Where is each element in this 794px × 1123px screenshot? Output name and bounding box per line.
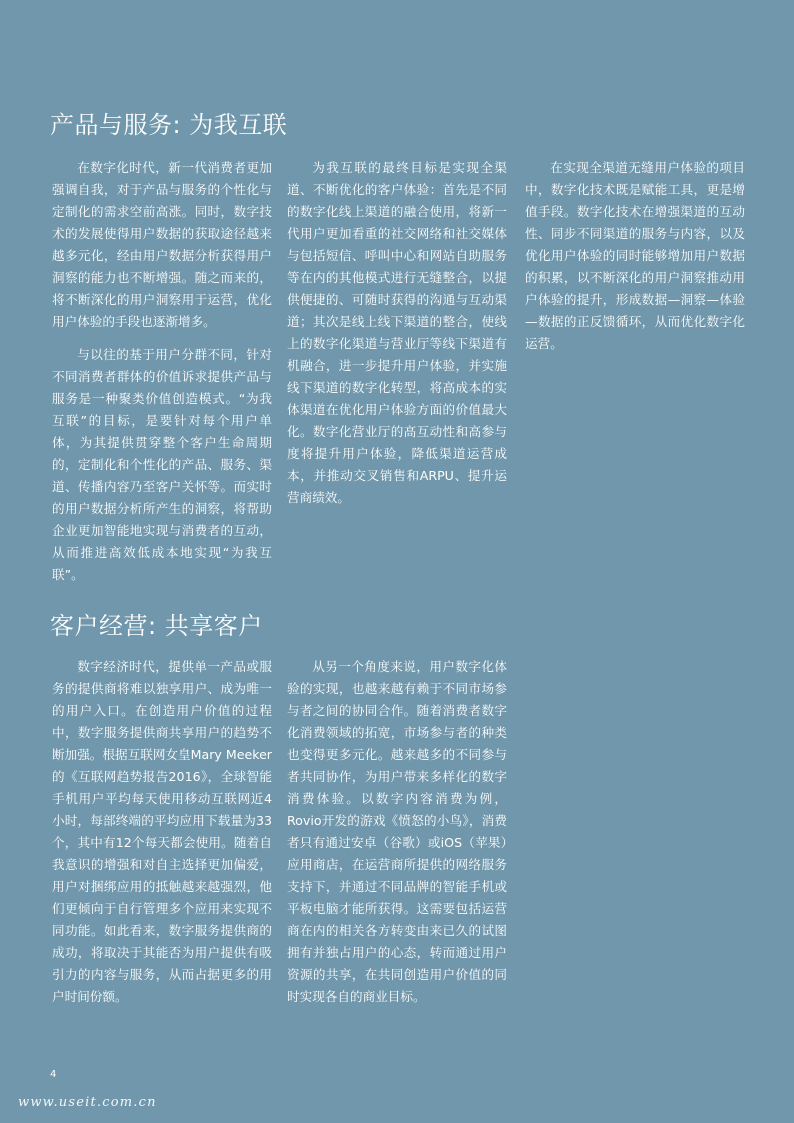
paragraph: 在实现全渠道无缝用户体验的项目中，数字化技术既是赋能工具，更是增值手段。数字化技术在增强渠道的互动性、同步不同渠道的服务与内容，以及优化用户体验的同时能够增加用户数据的积累，以不断深化的用户洞察推动用户体验的提升，形成数据—洞察—体验—数据的正反馈循环，从而优化数字化运营。 xyxy=(525,160,745,351)
paragraph: 从另一个角度来说，用户数字化体验的实现，也越来越有赖于不同市场参与者之间的协同合作。随着消费者数字化消费领域的拓宽，市场参与者的种类也变得更多元化。越来越多的不同参与者共同协作，为用户带来多样化的数字消费体验。以数字内容消费为例，Rovio开发的游戏《愤怒的小鸟》，消费者只有通过安卓（谷歌）或iOS（苹果）应用商店，在运营商所提供的网络服务支持下，并通过不同品牌的智能手机或平板电脑才能所获得。这需要包括运营商在内的相关各方转变由来已久的试图拥有并独占用户的心态，转而通过用户资源的共享，在共同创造用户价值的同时实现各自的商业目标。 xyxy=(287,659,507,1004)
section-title-products: 产品与服务: 为我互联 xyxy=(50,111,288,139)
article-column-2 xyxy=(287,157,507,509)
article-column-3 xyxy=(525,157,745,355)
article-column-1 xyxy=(52,157,272,586)
paragraph: 为我互联的最终目标是实现全渠道、不断优化的客户体验：首先是不同的数字化线上渠道的融合使用，将新一代用户更加看重的社交网络和社交媒体与包括短信、呼叫中心和网站自助服务等在内的其他模式进行无缝整合，以提供便捷的、可随时获得的沟通与互动渠道；其次是线上线下渠道的整合，使线上的数字化渠道与营业厅等线下渠道有机融合，进一步提升用户体验，并实施线下渠道的数字化转型，将高成本的实体渠道在优化用户体验方面的价值最大化。数字化营业厅的高互动性和高参与度将提升用户体验，降低渠道运营成本，并推动交叉销售和ARPU、提升运营商绩效。 xyxy=(287,160,507,505)
paragraph: 数字经济时代，提供单一产品或服务的提供商将难以独享用户、成为唯一的用户入口。在创造用户价值的过程中，数字服务提供商共享用户的趋势不断加强。根据互联网女皇Mary Meeker的《互联网趋势报告2016》，全球智能手机用户平均每天使用移动互联网近4小时，每部终端的平均应用下载量为33个，其中有12个每天都会使用。随着自我意识的增强和对自主选择更加偏爱，用户对捆绑应用的抵触越来越强烈，他们更倾向于自行管理多个应用来实现不同功能。如此看来，数字服务提供商的成功，将取决于其能否为用户提供有吸引力的内容与服务，从而占据更多的用户时间份额。 xyxy=(52,659,272,1004)
section-title-customers: 客户经营: 共享客户 xyxy=(50,612,263,640)
article-column-4 xyxy=(52,656,272,1008)
page-number: 4 xyxy=(50,1069,57,1080)
article-column-5 xyxy=(287,656,507,1008)
paragraph: 与以往的基于用户分群不同，针对不同消费者群体的价值诉求提供产品与服务是一种聚类价值创造模式。“为我互联”的目标，是要针对每个用户单体，为其提供贯穿整个客户生命周期的，定制化和个性化的产品、服务、渠道、传播内容乃至客户关怀等。而实时的用户数据分析所产生的洞察，将帮助企业更加智能地实现与消费者的互动，从而推进高效低成本地实现“为我互联”。 xyxy=(52,347,272,582)
paragraph: 在数字化时代，新一代消费者更加强调自我，对于产品与服务的个性化与定制化的需求空前高涨。同时，数字技术的发展使得用户数据的获取途径越来越多元化，经由用户数据分析获得用户洞察的能力也不断增强。随之而来的，将不断深化的用户洞察用于运营，优化用户体验的手段也逐渐增多。 xyxy=(52,160,272,329)
watermark: www.useit.com.cn xyxy=(18,1095,157,1110)
